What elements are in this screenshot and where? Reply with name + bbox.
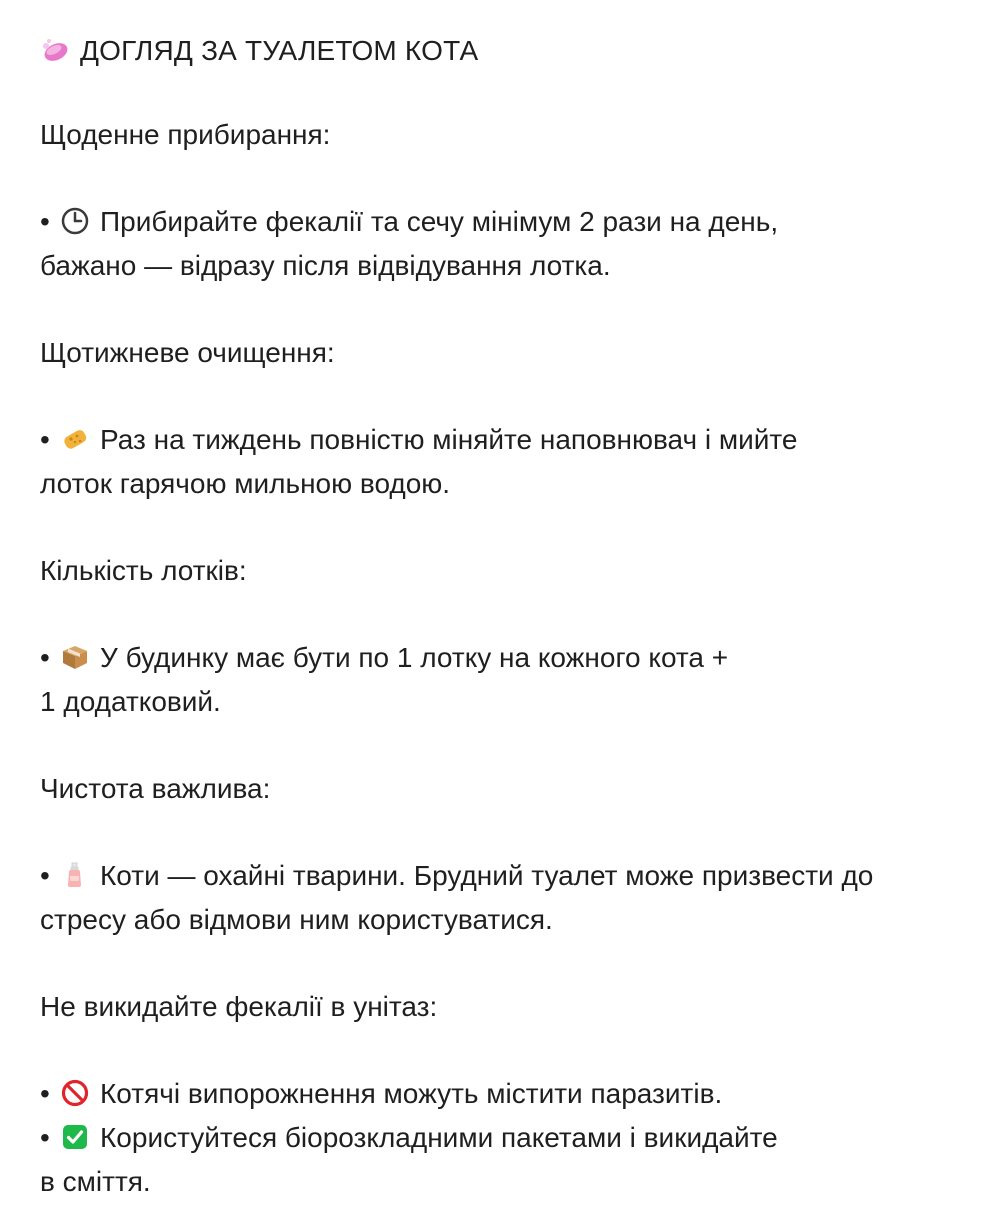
- bullet-text-line: стресу або відмови ним користуватися.: [40, 904, 553, 935]
- package-icon: [60, 642, 90, 672]
- bullet-item: [40, 854, 960, 942]
- prohibited-icon: [60, 1078, 90, 1108]
- bullet-text-line: 1 додатковий.: [40, 686, 221, 717]
- bullet-dot: •: [40, 206, 50, 237]
- bullet-text-line: в сміття.: [40, 1166, 151, 1197]
- check-mark-button-icon: [60, 1122, 90, 1152]
- section-heading: Щотижневе очищення:: [40, 337, 335, 368]
- bullet-item: [40, 1072, 960, 1116]
- lotion-bottle-icon: [60, 860, 90, 890]
- bullet-dot: •: [40, 1078, 50, 1109]
- document-title: [40, 26, 960, 76]
- section-heading: Щоденне прибирання:: [40, 119, 331, 150]
- bullet-dot: •: [40, 424, 50, 455]
- bullet-text-line: Користуйтеся біорозкладними пакетами і викидайте: [100, 1122, 778, 1153]
- bullet-dot: •: [40, 860, 50, 891]
- bullet-item: [40, 636, 960, 724]
- bullet-text-line: Коти — охайні тварини. Брудний туалет може призвести до: [100, 860, 874, 891]
- soap-icon: [40, 36, 70, 66]
- title-text: ДОГЛЯД ЗА ТУАЛЕТОМ КОТА: [80, 35, 479, 66]
- section-weekly-cleaning: [40, 331, 960, 506]
- section-cleanliness: [40, 767, 960, 942]
- section-heading: Чистота важлива:: [40, 773, 271, 804]
- section-heading: Не викидайте фекалії в унітаз:: [40, 991, 438, 1022]
- bullet-text-line: бажано — відразу після відвідування лотка.: [40, 250, 611, 281]
- bullet-item: [40, 200, 960, 288]
- clock-icon: [60, 206, 90, 236]
- section-heading: Кількість лотків:: [40, 555, 247, 586]
- bullet-item: [40, 418, 960, 506]
- section-no-toilet-flush: [40, 985, 960, 1204]
- bullet-text-line: лоток гарячою мильною водою.: [40, 468, 451, 499]
- bullet-text-line: Прибирайте фекалії та сечу мінімум 2 рази на день,: [100, 206, 779, 237]
- bullet-dot: •: [40, 1122, 50, 1153]
- bullet-item: [40, 1116, 960, 1204]
- bullet-text-line: Раз на тиждень повністю міняйте наповнювач і мийте: [100, 424, 798, 455]
- bullet-text-line: У будинку має бути по 1 лотку на кожного кота +: [100, 642, 729, 673]
- bullet-text-line: Котячі випорожнення можуть містити паразитів.: [100, 1078, 723, 1109]
- bullet-dot: •: [40, 642, 50, 673]
- section-daily-cleaning: [40, 113, 960, 288]
- sponge-icon: [60, 424, 90, 454]
- section-litter-box-count: [40, 549, 960, 724]
